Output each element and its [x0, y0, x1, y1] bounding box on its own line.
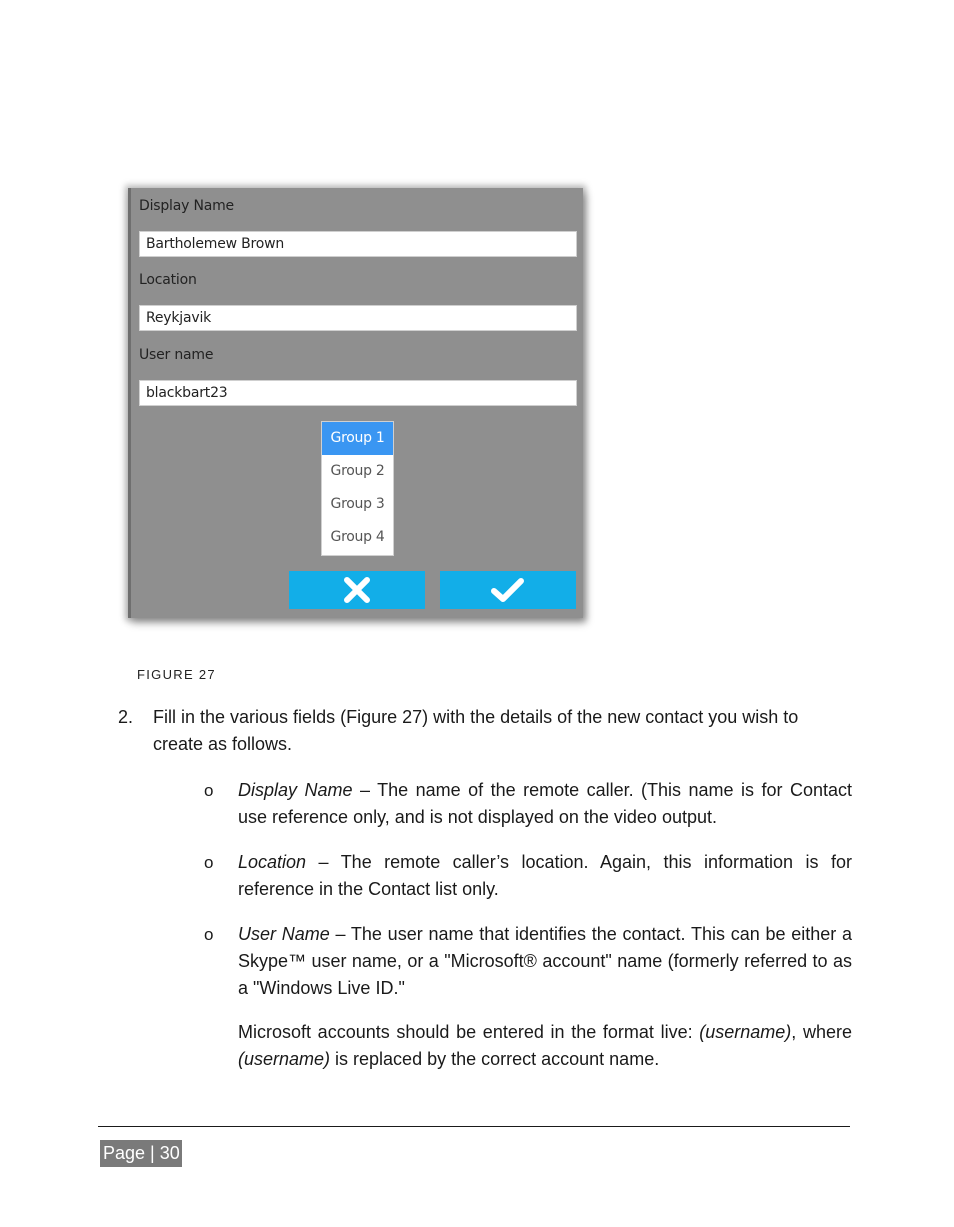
display-name-input[interactable]: Bartholemew Brown — [139, 231, 577, 257]
close-icon — [342, 575, 372, 605]
bullet-marker: o — [204, 781, 214, 800]
bullet-body — [238, 777, 852, 831]
account-format-note — [238, 1019, 852, 1073]
bullet-term: User Name — [238, 924, 330, 944]
checkmark-icon — [490, 575, 526, 605]
footer-divider — [98, 1126, 850, 1127]
note-text: , where — [791, 1022, 852, 1042]
bullet-body — [238, 921, 852, 1002]
user-name-label: User name — [139, 347, 214, 363]
group-list[interactable] — [321, 421, 394, 556]
location-label: Location — [139, 272, 197, 288]
bullet-body — [238, 849, 852, 903]
figure-caption: FIGURE 27 — [137, 667, 216, 682]
group-item-4[interactable]: Group 4 — [330, 529, 385, 545]
note-text: is replaced by the correct account name. — [330, 1049, 660, 1069]
confirm-button[interactable] — [440, 571, 576, 609]
bullet-text: – The name of the remote caller. (This name is for Contact use reference only, and is not displayed on the video output. — [238, 780, 852, 827]
bullet-marker: o — [204, 925, 214, 944]
bullet-text: – The user name that identifies the contact. This can be either a Skype™ user name, or a "Microsoft® account" name (formerly referred to as a "Windows Live ID." — [238, 924, 852, 998]
bullet-term: Display Name — [238, 780, 353, 800]
group-item-3[interactable]: Group 3 — [330, 496, 385, 512]
new-contact-dialog — [128, 188, 583, 618]
bullet-text: – The remote caller’s location. Again, this information is for reference in the Contact list only. — [238, 852, 852, 899]
display-name-label: Display Name — [139, 198, 234, 214]
bullet-marker: o — [204, 853, 214, 872]
user-name-input[interactable]: blackbart23 — [139, 380, 577, 406]
page-number: Page | 30 — [100, 1140, 182, 1167]
group-item-1[interactable]: Group 1 — [322, 422, 393, 455]
step-text: Fill in the various fields (Figure 27) with the details of the new contact you wish to create as follows. — [153, 707, 799, 754]
step-number: 2. — [118, 707, 134, 727]
note-username: (username) — [238, 1049, 331, 1069]
bullet-term: Location — [238, 852, 307, 872]
note-text: Microsoft accounts should be entered in the format live: — [238, 1022, 700, 1042]
group-item-2[interactable]: Group 2 — [330, 463, 385, 479]
location-input[interactable]: Reykjavik — [139, 305, 577, 331]
cancel-button[interactable] — [289, 571, 425, 609]
note-username: (username) — [699, 1022, 792, 1042]
